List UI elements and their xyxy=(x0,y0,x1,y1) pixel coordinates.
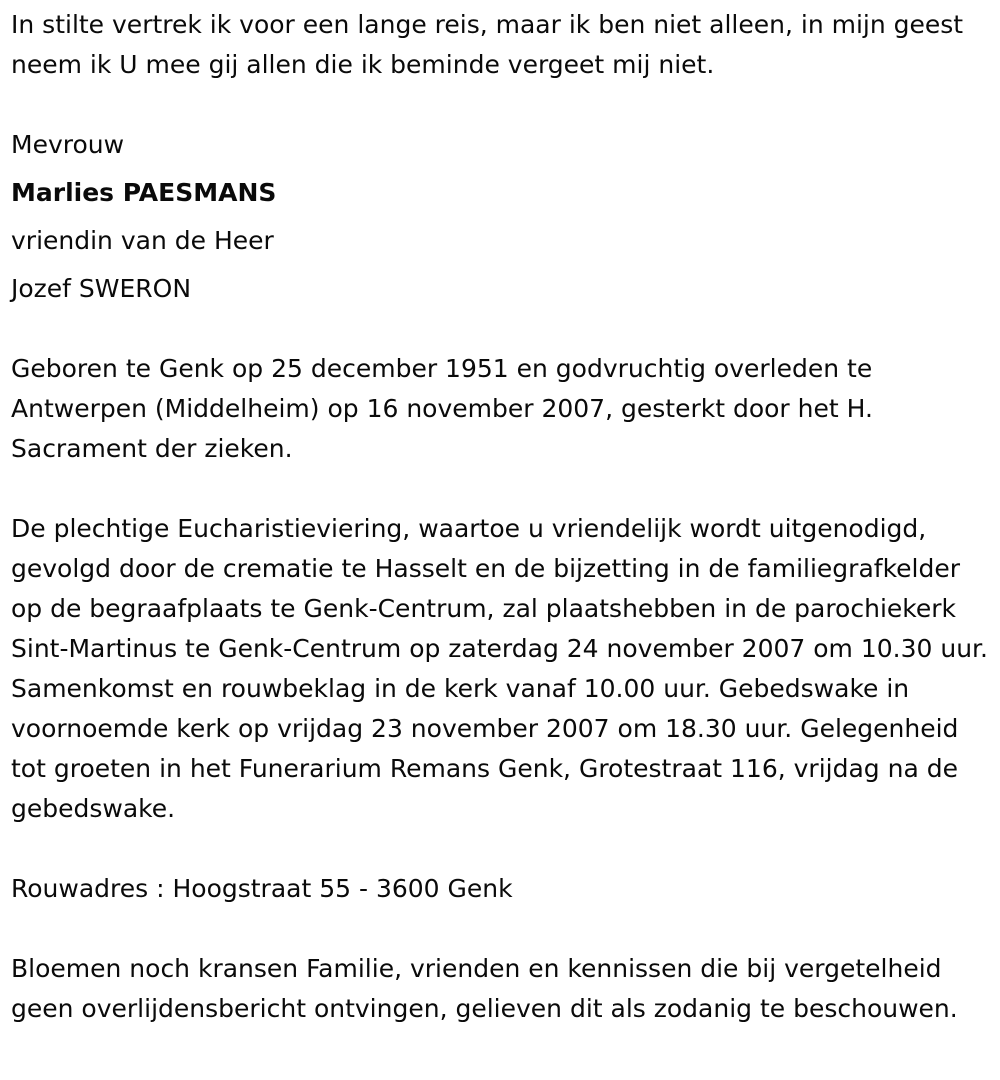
ceremony-paragraph: De plechtige Eucharistieviering, waartoe u vriendelijk wordt uitgenodigd, gevolgd door de crematie te Hasselt en de bijzetting in de familiegrafkelder op de begraafplaats te Genk-Centrum, zal plaatshebben in de parochiekerk Sint-Martinus te Genk-Centrum op zaterdag 24 november 2007 om 10.30 uur. Samenkomst en rouwbeklag in de kerk vanaf 10.00 uur. Gebedswake in voornoemde kerk op vrijdag 23 november 2007 om 18.30 uur. Gelegenheid tot groeten in het Funerarium Remans Genk, Grotestraat 116, vrijdag na de gebedswake. xyxy=(11,514,988,823)
mourning-address: Rouwadres : Hoogstraat 55 - 3600 Genk xyxy=(11,874,513,903)
section-spacer xyxy=(11,829,996,869)
partner-name: Jozef SWERON xyxy=(11,274,192,303)
closing-note: Bloemen noch kransen Familie, vrienden en kennissen die bij vergetelheid geen overlijdensbericht ontvingen, gelieven dit als zodanig te beschouwen. xyxy=(11,954,958,1023)
section-spacer xyxy=(11,309,996,349)
deceased-name: Marlies PAESMANS xyxy=(11,178,277,207)
section-spacer xyxy=(11,85,996,125)
section-spacer xyxy=(11,469,996,509)
birth-death-paragraph: Geboren te Genk op 25 december 1951 en godvruchtig overleden te Antwerpen (Middelheim) op 16 november 2007, gesterkt door het H. Sacrament der zieken. xyxy=(11,354,873,463)
relation-text: vriendin van de Heer xyxy=(11,226,274,255)
obituary-document xyxy=(11,5,996,1029)
honorific: Mevrouw xyxy=(11,130,125,159)
intro-quote: In stilte vertrek ik voor een lange reis, maar ik ben niet alleen, in mijn geest neem ik U mee gij allen die ik beminde vergeet mij niet. xyxy=(11,10,964,79)
section-spacer xyxy=(11,909,996,949)
